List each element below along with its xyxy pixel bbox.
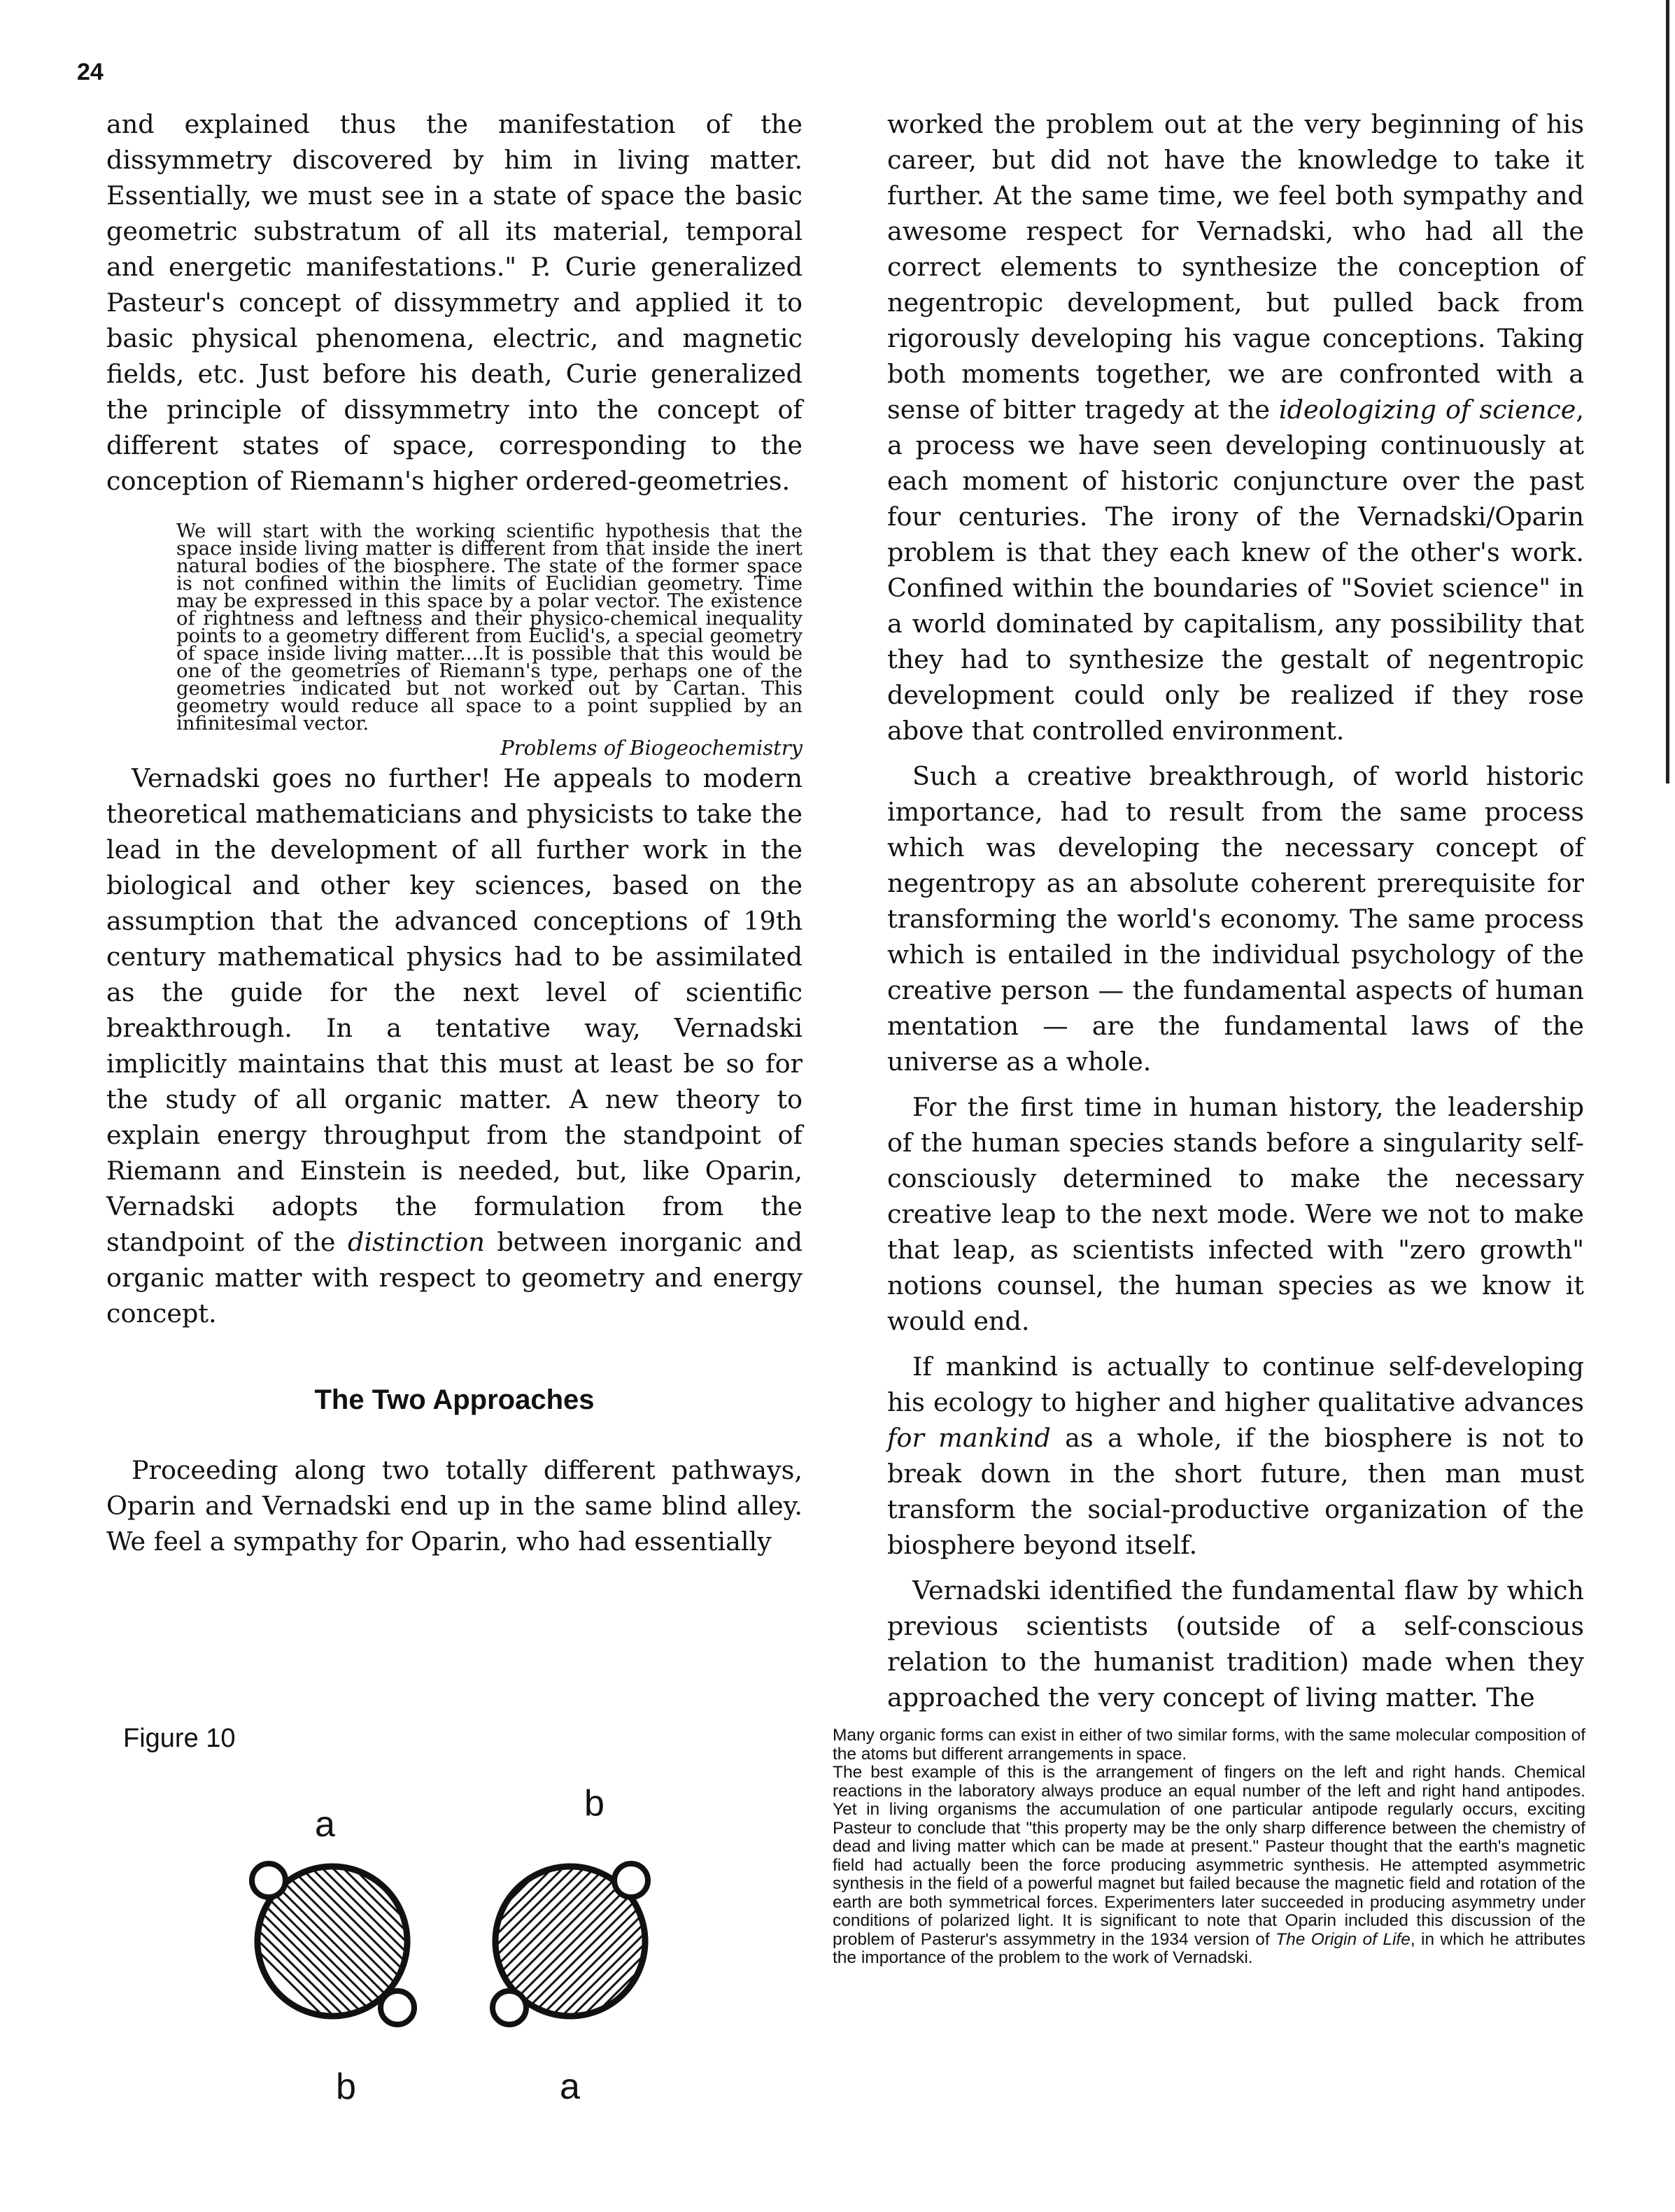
page-edge-line: [1666, 0, 1669, 784]
left-paragraph-3: Proceeding along two totally different pathways, Oparin and Vernadski end up in the same blind alley. We feel a sympathy for Oparin, who had essentially: [106, 1455, 803, 1557]
quote-source: Problems of Biogeochemistry: [500, 736, 803, 760]
right-paragraph-1-text-b: , a process we have seen developing continuously at each moment of historic conjuncture over the past four centuries. The irony of the Vernadski/Oparin problem is that they each knew of the other's work. Confined within the boundaries of "Soviet science" in a world dominated by capitalism, any possibility that they had to synthesize the gestalt of negentropic development could only be realized if they rose above that controlled environment.: [887, 395, 1585, 746]
right-paragraph-1: [887, 106, 1584, 749]
left-paragraph-2-text-a: Vernadski goes no further! He appeals to modern theoretical mathematicians and physicists to take the lead in the development of all further work in the biological and other key sciences, based on the assumption that the advanced conceptions of 19th century mathematical physics had to be assimilated as the guide for the next level of scientific breakthrough. In a tentative way, Vernadski implicitly maintains that this must at least be so for the study of all organic matter. A new theory to explain energy throughput from the standpoint of Riemann and Einstein is needed, but, like Oparin, Vernadski adopts the formulation from the standpoint of the: [106, 763, 803, 1257]
right-paragraph-4-emphasis: for mankind: [887, 1423, 1051, 1453]
right-paragraph-1-emphasis: ideologizing of science: [1278, 395, 1576, 425]
right-paragraph-1-text-a: worked the problem out at the very beginning of his career, but did not have the knowledge to take it further. At the same time, we feel both sympathy and awesome respect for Vernadski, who had all the correct elements to synthesize the conception of negentropic development, but pulled back from rigorously developing his vague conceptions. Taking both moments together, we are confronted with a sense of bitter tragedy at the: [887, 109, 1584, 425]
right-molecule: [329, 1770, 721, 2107]
caption-paragraph-2-text-a: The best example of this is the arrangement of fingers on the left and right hands. Chemical reactions in the laboratory always produce an equal number of the left and right hand antipodes. Yet in living organisms the accumulation of one particular antipode regularly occurs, exciting Pasteur to conclude that "this property may be the only sharp difference between the chemistry of dead and living matter which can be made at present." Pasteur thought that the earth's magnetic field had actually been the force producing asymmetric synthesis. He attempted asymmetric synthesis in the field of a powerful magnet but failed because the magnetic field and rotation of the earth are both symmetrical forces. Experimenters later succeeded in producing asymmetry under conditions of polarized light. It is significant to note that Oparin included this discussion of the problem of Pasterur's assymmetry in the 1934 version of: [833, 1763, 1585, 1949]
figure-caption: [833, 1727, 1585, 1968]
right-atom-b: [614, 1864, 648, 1897]
right-paragraph-3: For the first time in human history, the leadership of the human species stands before a singularity self-consciously determined to make the necessary creative leap to the next mode. Were we not to make that leap, as scientists infected with "zero growth" notions counsel, the human species as we know it would end.: [887, 1092, 1584, 1336]
left-bottom-label: b: [336, 2066, 356, 2107]
right-column: [887, 106, 1584, 1715]
right-top-label: b: [584, 1783, 605, 1824]
block-quote: We will start with the working scientific hypothesis that the space inside living matter is different from that inside the inert natural bodies of the biosphere. The state of the former space is not confined within the limits of Euclidian geometry. Time may be expressed in this space by a polar vector. The existence of rightness and leftness and their physico-chemical inequality points to a geometry different from Euclid's, a special geometry of space inside living matter....It is possible that this would be one of the geometries of Riemann's type, perhaps one of the geometries indicated but not worked out by Cartan. This geometry would reduce all space to a point supplied by an infinitesimal vector.: [176, 520, 803, 735]
right-paragraph-4-text-a: If mankind is actually to continue self-developing his ecology to higher and higher qualitative advances: [887, 1352, 1584, 1417]
page-number: 24: [77, 59, 104, 85]
left-paragraph-2-text-b: between inorganic and organic matter with respect to geometry and energy concept.: [106, 1227, 803, 1328]
right-paragraph-4: [887, 1349, 1584, 1563]
figure-10-diagram: [231, 1756, 721, 2148]
caption-paragraph-2: [833, 1764, 1585, 1968]
caption-paragraph-2-emphasis: The Origin of Life: [1275, 1929, 1411, 1949]
left-top-label: a: [315, 1804, 335, 1845]
left-paragraph-2-emphasis: distinction: [348, 1227, 485, 1257]
left-molecule: [231, 1770, 609, 2107]
right-paragraph-2: Such a creative breakthrough, of world historic importance, had to result from the same process which was developing the necessary concept of negentropy as an absolute coherent prerequisite for transforming the world's economy. The same process which is entailed in the individual psychology of the creative person — the fundamental aspects of human mentation — are the fundamental laws of the universe as a whole.: [887, 761, 1584, 1077]
left-paragraph-1: and explained thus the manifestation of the dissymmetry discovered by him in living matter. Essentially, we must see in a state of space the basic geometric substratum of all its material, temporal and energetic manifestations." P. Curie generalized Pasteur's concept of dissymmetry and applied it to basic physical phenomena, electric, and magnetic fields, etc. Just before his death, Curie generalized the principle of dissymmetry into the concept of different states of space, corresponding to the conception of Riemann's higher ordered-geometries.: [106, 109, 803, 496]
left-paragraph-2: [106, 760, 803, 1331]
right-paragraph-5: Vernadski identified the fundamental flaw by which previous scientists (outside of a self-conscious relation to the humanist tradition) made when they approached the very concept of living matter. The: [887, 1575, 1584, 1713]
caption-paragraph-1: Many organic forms can exist in either of two similar forms, with the same molecular composition of the atoms but different arrangements in space.: [833, 1726, 1585, 1764]
right-atom-a: [493, 1991, 526, 2025]
left-atom-a: [252, 1864, 285, 1897]
figure-label: Figure 10: [123, 1724, 236, 1753]
left-atom-b: [381, 1991, 414, 2025]
right-paragraph-4-text-b: as a whole, if the biosphere is not to break down in the short future, then man must transform the social-productive organization of the biosphere beyond itself.: [887, 1423, 1585, 1560]
caption-paragraph-2-text-b: , in which he attributes the importance of the problem to the work of Vernadski.: [833, 1929, 1585, 1967]
left-column: [106, 106, 803, 1559]
section-heading: The Two Approaches: [314, 1384, 595, 1415]
right-bottom-label: a: [560, 2066, 580, 2107]
